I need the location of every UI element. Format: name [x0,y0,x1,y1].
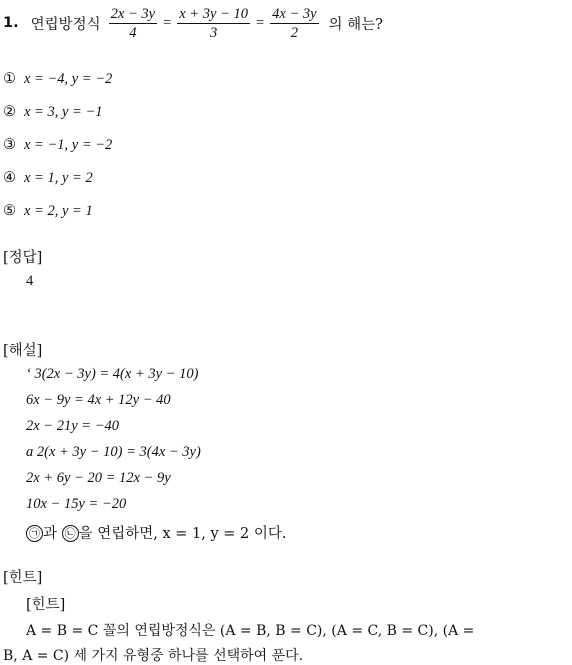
solution-line: 10x − 15y = −20 [26,496,127,512]
choice-marker: ② [3,104,16,120]
solution-connector: 과 [43,526,58,542]
fraction-3-numerator: 4x − 3y [272,5,317,22]
choice-4[interactable] [3,170,93,187]
hint-label: [힌트] [3,570,43,586]
choice-text: x = 3, y = −1 [24,104,103,120]
solution-line: 6x − 9y = 4x + 12y − 40 [26,392,171,408]
choice-text: x = −1, y = −2 [24,137,113,153]
fraction-1 [109,6,157,41]
fraction-1-numerator: 2x − 3y [110,5,156,22]
choice-1[interactable] [3,71,112,88]
solution-line: ‘ 3(2x − 3y) = 4(x + 3y − 10) [26,366,199,382]
circled-giyeok: ㉠ [26,525,43,542]
hint-sublabel: [힌트] [26,597,66,613]
answer-value: 4 [26,273,34,289]
circled-nieun: ㉡ [62,525,79,542]
fraction-3-denominator: 2 [290,24,298,41]
equals-sign-1: = [163,14,172,31]
solution-line: 2x + 6y − 20 = 12x − 9y [26,470,171,486]
solution-line: a 2(x + 3y − 10) = 3(4x − 3y) [26,444,201,460]
choice-text: x = −4, y = −2 [24,71,113,87]
hint-line-2: B, A = C) 세 가지 유형중 하나를 선택하여 푼다. [3,648,304,664]
choice-marker: ④ [3,170,16,186]
fraction-2-denominator: 3 [209,24,218,41]
hint-line-1: A = B = C 꼴의 연립방정식은 (A = B, B = C), (A = C, B = C), (A = [26,623,475,639]
fraction-3 [270,6,318,41]
choice-text: x = 2, y = 1 [24,203,93,219]
choice-marker: ① [3,71,16,87]
choice-5[interactable] [3,203,93,220]
choice-2[interactable] [3,104,102,121]
answer-label: [정답] [3,250,43,266]
choice-marker: ⑤ [3,203,16,219]
question-suffix: 의 해는? [328,16,383,33]
question-prefix: 연립방정식 [30,16,101,33]
equals-sign-2: = [255,14,265,31]
question-number: 1. [3,15,19,31]
solution-label: [해설] [3,343,43,359]
choice-text: x = 1, y = 2 [24,170,93,186]
fraction-2-numerator: x + 3y − 10 [179,5,248,22]
fraction-1-denominator: 4 [129,24,137,41]
fraction-2 [177,6,250,41]
choice-marker: ③ [3,137,16,153]
solution-conclusion: 을 연립하면, x = 1, y = 2 이다. [78,526,287,542]
solution-line: 2x − 21y = −40 [26,418,119,434]
choice-3[interactable] [3,137,112,154]
solution-final-line [26,522,287,543]
question [3,6,383,40]
